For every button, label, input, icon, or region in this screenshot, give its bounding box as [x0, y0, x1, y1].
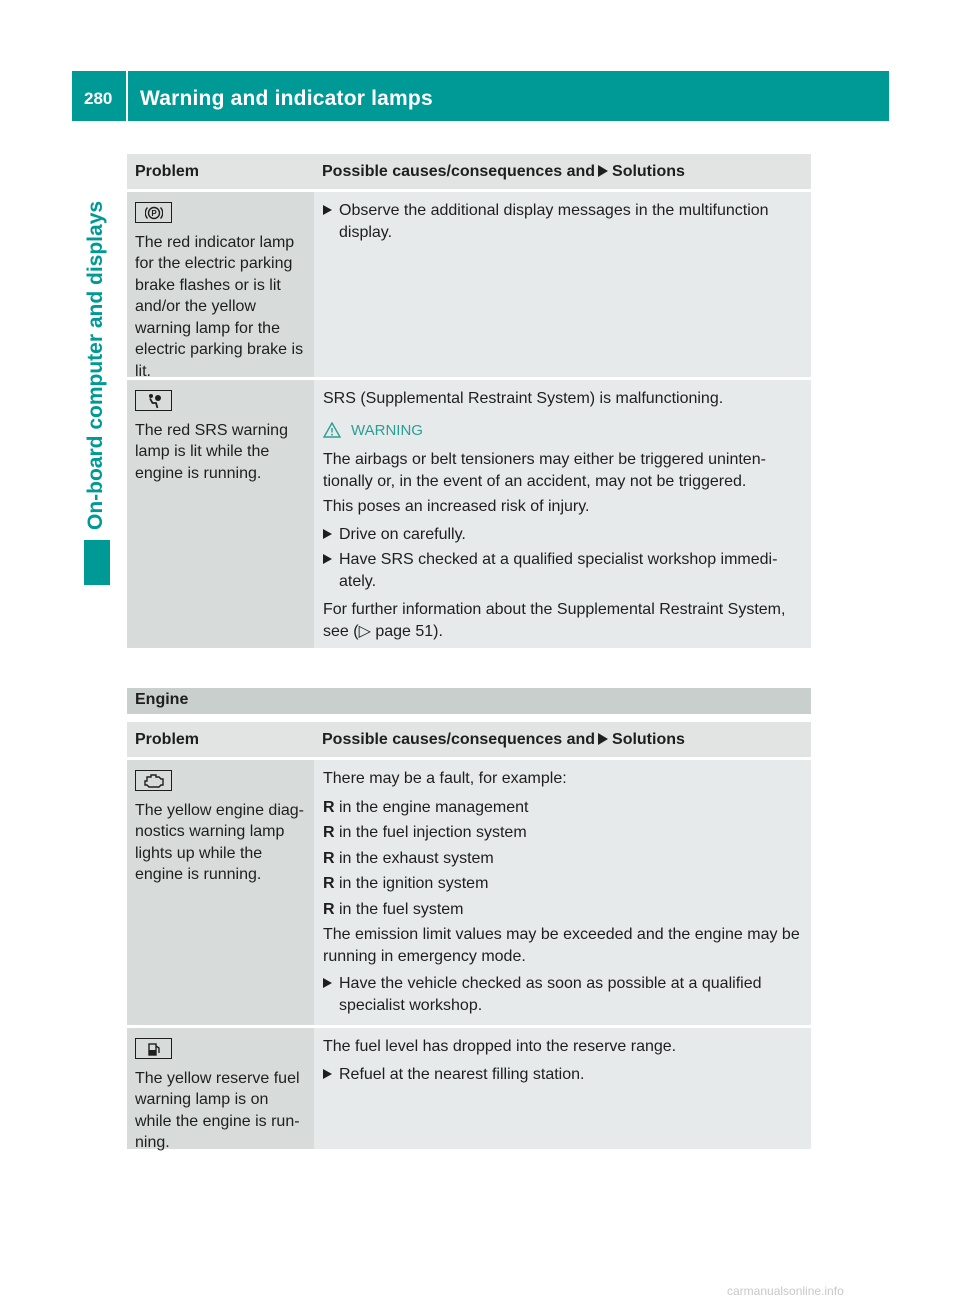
page-title: Warning and indicator lamps: [140, 87, 433, 110]
causes-cell: [314, 380, 811, 648]
step-arrow-icon: [323, 529, 332, 539]
risk-text: This poses an increased risk of injury.: [323, 498, 590, 515]
causes-cell: [314, 192, 811, 377]
cause-text: There may be a fault, for example:: [323, 770, 567, 787]
step-arrow-icon: [323, 1069, 332, 1079]
section-title-engine: Engine: [135, 691, 189, 708]
svg-text:P: P: [150, 208, 157, 218]
chapter-side-block: [84, 540, 110, 585]
column-header-problem: Problem: [127, 154, 314, 189]
table-row: [127, 1028, 811, 1149]
watermark-footer: carmanualsonline.info: [727, 1284, 844, 1298]
header-divider: [126, 71, 128, 121]
engine-diagnostics-icon: [135, 770, 172, 791]
list-item: R in the engine management: [323, 798, 529, 816]
list-item: R in the ignition system: [323, 875, 489, 892]
step-arrow-icon: [323, 205, 332, 215]
list-item: R in the fuel injection system: [323, 824, 527, 841]
cause-text: The fuel level has dropped into the reserve range.: [323, 1038, 677, 1055]
problem-text: The yellow engine diag-nostics warning lamp lights up while the engine is running.: [135, 801, 304, 883]
solution-step: Have SRS checked at a qualified specialist workshop immedi-ately.: [323, 549, 803, 592]
solution-step: Refuel at the nearest filling station.: [323, 1064, 803, 1086]
column-header-causes: Possible causes/consequences and Solutions: [314, 154, 811, 189]
srs-airbag-icon: [135, 390, 172, 411]
chapter-side-label: On-board computer and displays: [84, 200, 107, 530]
column-header-problem: Problem: [127, 722, 314, 757]
table-header-row: [127, 722, 811, 757]
solution-step: Drive on carefully.: [323, 524, 803, 546]
solution-arrow-icon: [598, 165, 608, 177]
warning-text: The airbags or belt tensioners may either be triggered uninten-tionally or, in the event of an accident, may not be triggered.: [323, 451, 766, 490]
parking-brake-icon: [135, 202, 172, 223]
consequence-text: The emission limit values may be exceeded and the engine may be running in emergency mode.: [323, 926, 800, 965]
section-bar: [127, 688, 811, 714]
warning-heading: WARNING: [323, 420, 803, 442]
step-arrow-icon: [323, 554, 332, 564]
table-row: [127, 192, 811, 380]
page-number: 280: [84, 89, 113, 108]
problem-text: The yellow reserve fuel warning lamp is on while the engine is run-ning.: [135, 1069, 300, 1151]
problem-text: The red indicator lamp for the electric parking brake flashes or is lit and/or the yellow warning lamp for the electric parking brake is lit.: [135, 233, 304, 380]
causes-cell: [314, 1028, 811, 1149]
list-item: R in the exhaust system: [323, 849, 494, 867]
problem-cell: [127, 1028, 314, 1149]
warning-triangle-icon: [323, 422, 341, 438]
more-info-text: For further information about the Supplemental Restraint System, see (▷ page 51).: [323, 601, 786, 640]
problem-cell: [127, 760, 314, 1025]
problem-text: The red SRS warning lamp is lit while the engine is running.: [135, 421, 288, 482]
list-item: R in the fuel system: [323, 900, 464, 918]
causes-cell: [314, 760, 811, 1025]
warning-table-1: [127, 154, 811, 648]
cause-text: SRS (Supplemental Restraint System) is malfunctioning.: [323, 390, 724, 407]
fuel-reserve-icon: [135, 1038, 172, 1059]
solution-step: Observe the additional display messages in the multifunction display.: [323, 200, 803, 243]
column-header-causes: Possible causes/consequences and Solutions: [314, 722, 811, 757]
table-row: [127, 380, 811, 648]
problem-cell: [127, 380, 314, 648]
solution-arrow-icon: [598, 733, 608, 745]
solution-step: Have the vehicle checked as soon as possible at a qualified specialist workshop.: [323, 973, 803, 1016]
step-arrow-icon: [323, 978, 332, 988]
engine-table: [127, 722, 811, 1149]
problem-cell: [127, 192, 314, 380]
table-row: [127, 760, 811, 1025]
table-header-row: [127, 154, 811, 189]
